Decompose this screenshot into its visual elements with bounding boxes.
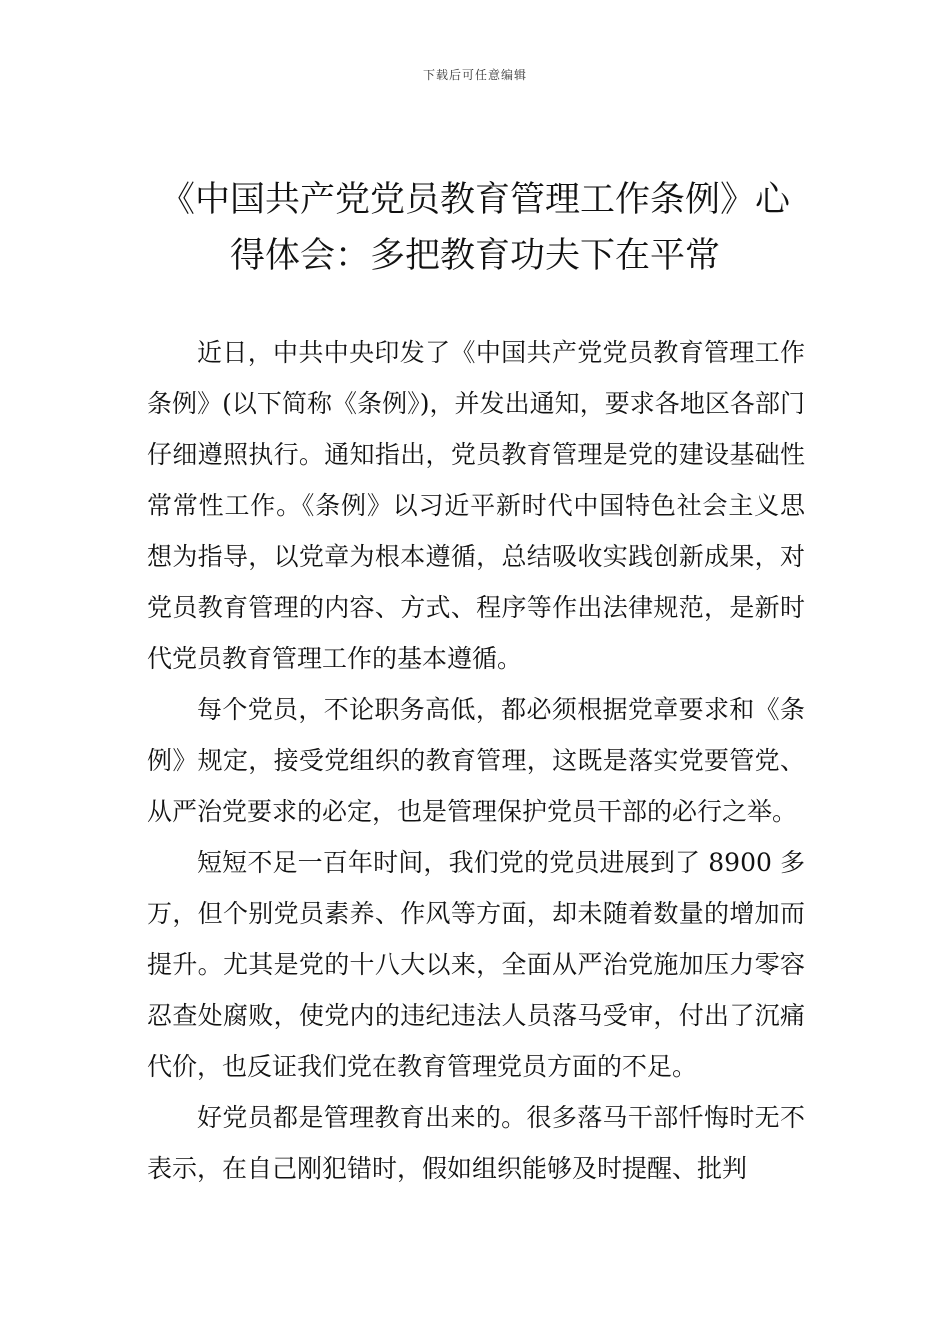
page-header-note: 下载后可任意编辑 — [422, 68, 527, 82]
paragraph-1: 近日，中共中央印发了《中国共产党党员教育管理工作条例》(以下简称《条例》)，并发出通知，要求各地区各部门仔细遵照执行。通知指出，党员教育管理是党的建设基础性常常性工作。《条例》以习近平新时代中国特色社会主义思想为指导，以党章为根本遵循，总结吸收实践创新成果，对党员教育管理的内容、方式、程序等作出法律规范，是新时代党员教育管理工作的基本遵循。 — [147, 338, 805, 673]
paragraph-4: 好党员都是管理教育出来的。很多落马干部忏悔时无不表示，在自己刚犯错时，假如组织能够及时提醒、批判 — [147, 1103, 805, 1183]
document-title: 《中国共产党党员教育管理工作条例》心得体会：多把教育功夫下在平常 — [159, 180, 790, 276]
paragraph-2: 每个党员，不论职务高低，都必须根据党章要求和《条例》规定，接受党组织的教育管理，这既是落实党要管党、从严治党要求的必定，也是管理保护党员干部的必行之举。 — [147, 695, 805, 826]
document-body — [147, 327, 805, 1194]
paragraph-3: 短短不足一百年时间，我们党的党员进展到了 8900 多万，但个别党员素养、作风等方面，却未随着数量的增加而提升。尤其是党的十八大以来，全面从严治党施加压力零容忍查处腐败，使党内的违纪违法人员落马受审，付出了沉痛代价，也反证我们党在教育管理党员方面的不足。 — [147, 848, 805, 1081]
